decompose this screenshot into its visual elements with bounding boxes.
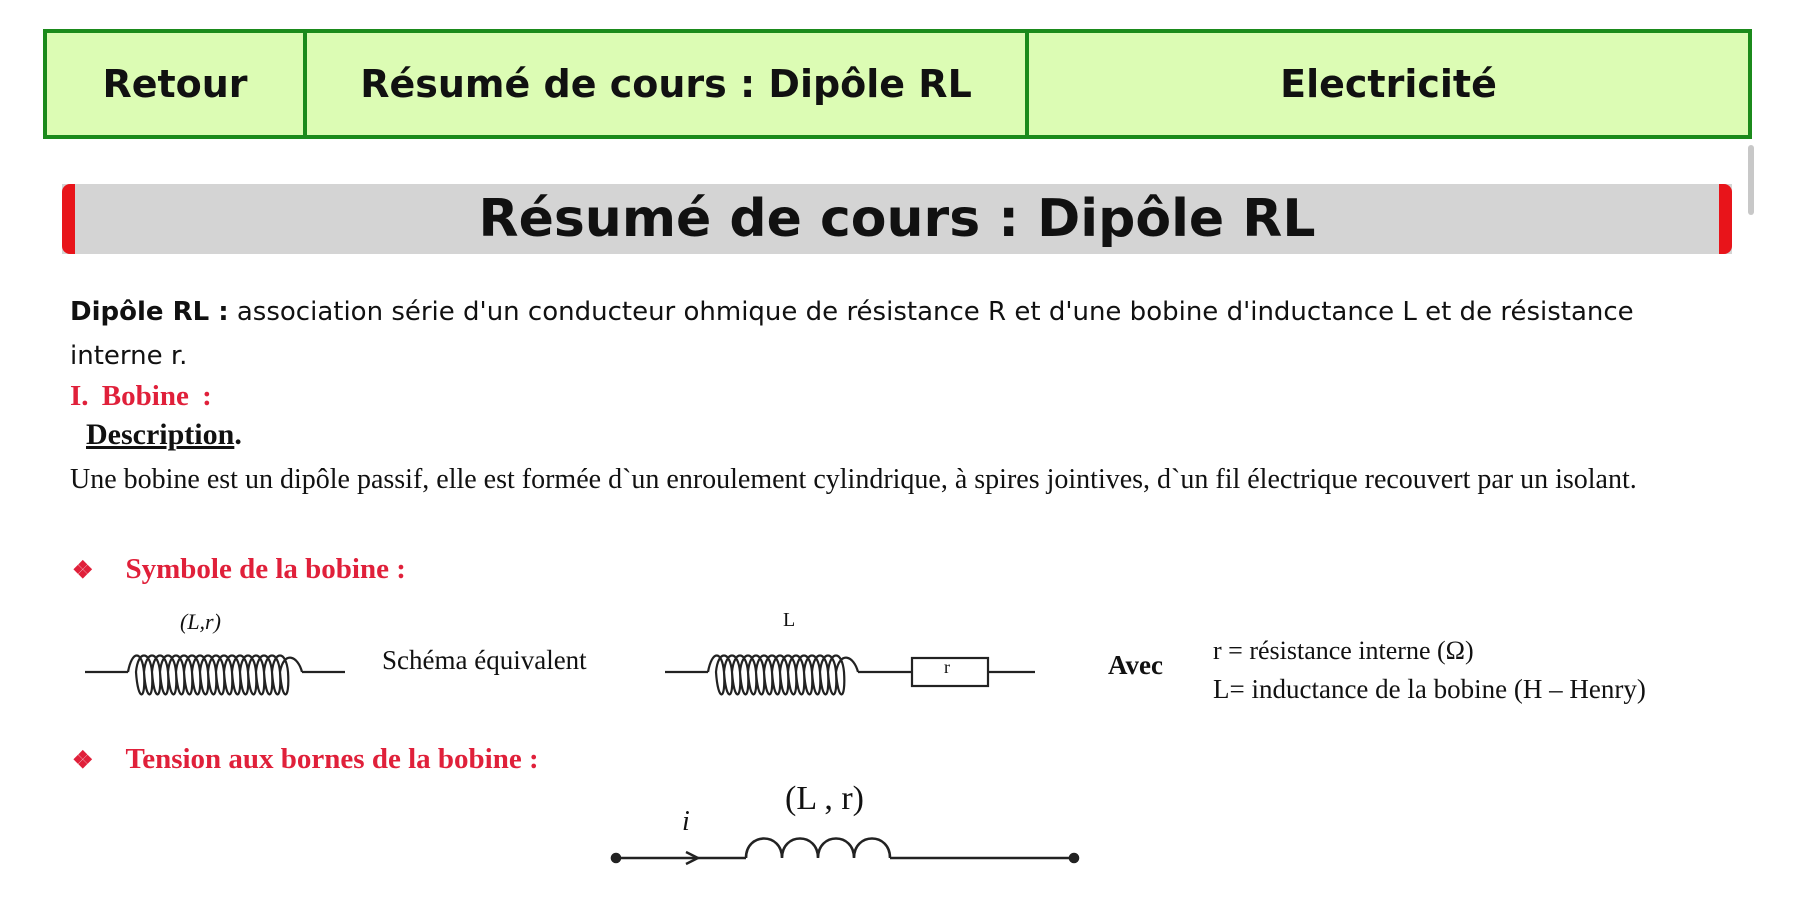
definition-paragraph <box>70 290 1710 378</box>
resistor-label: r <box>944 657 950 677</box>
scrollbar[interactable] <box>1748 145 1754 215</box>
page-title-text: Résumé de cours : Dipôle RL <box>478 189 1316 249</box>
page-title <box>62 184 1732 254</box>
bullet-symbol-text: Symbole de la bobine : <box>125 553 406 585</box>
section-title-bobine: I. Bobine : <box>70 380 212 412</box>
definition-term: Dipôle RL : <box>70 297 229 327</box>
tension-coil-diagram <box>606 828 1086 898</box>
definition-text: association série d'un conducteur ohmique de résistance R et d'une bobine d'inductance L et de résistance interne r. <box>70 297 1634 371</box>
bullet-symbol <box>72 553 406 586</box>
category-tab[interactable]: Electricité <box>1280 62 1497 106</box>
current-label: i <box>682 806 690 837</box>
avec-label: Avec <box>1108 650 1163 680</box>
current-page-tab[interactable]: Résumé de cours : Dipôle RL <box>307 33 1029 135</box>
tension-coil-label: (L , r) <box>785 780 864 817</box>
diamond-bullet-icon: ❖ <box>72 748 94 774</box>
diamond-bullet-icon: ❖ <box>72 558 94 584</box>
coil1-label: (L,r) <box>180 609 221 634</box>
back-button[interactable]: Retour <box>47 33 307 135</box>
description-heading: Description. <box>86 418 242 451</box>
description-text: Une bobine est un dipôle passif, elle est formée d`un enroulement cylindrique, à spires jointives, d`un fil électrique recouvert par un isolant. <box>70 464 1637 495</box>
bullet-tension-text: Tension aux bornes de la bobine : <box>125 743 539 775</box>
legend-L: L= inductance de la bobine (H – Henry) <box>1213 674 1646 704</box>
bullet-tension <box>72 743 539 776</box>
equivalent-circuit-diagram <box>660 630 1050 710</box>
equivalent-label: Schéma équivalent <box>382 645 587 675</box>
description-heading-text: Description <box>86 418 235 451</box>
top-nav-bar <box>43 29 1752 139</box>
legend-r: r = résistance interne (Ω) <box>1213 636 1474 665</box>
coil-symbol-diagram <box>80 630 360 710</box>
coil2-label: L <box>783 609 796 631</box>
